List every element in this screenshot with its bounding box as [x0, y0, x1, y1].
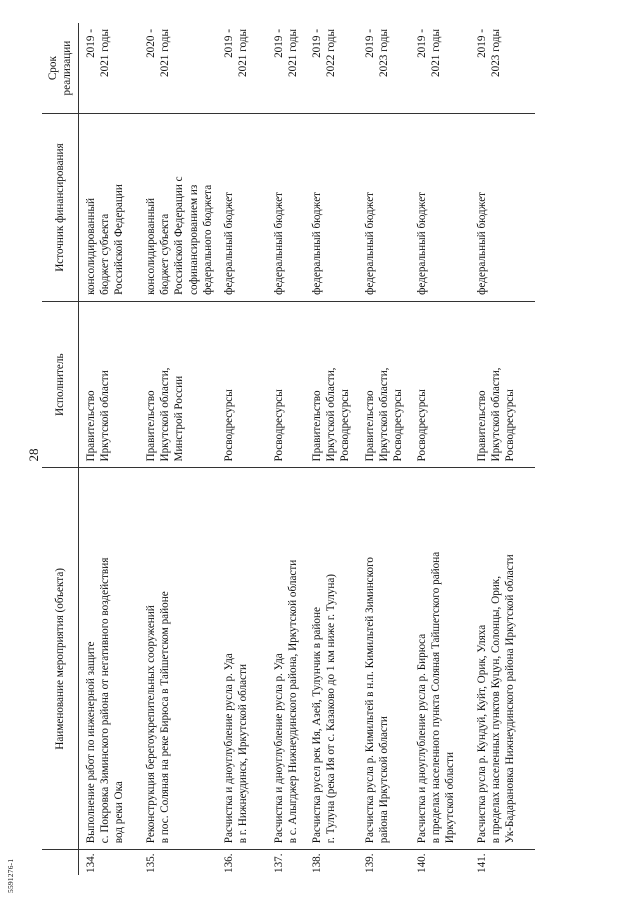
row-number: 136. [223, 853, 236, 873]
row-source-line: федеральный бюджет [476, 191, 489, 295]
header-number [42, 850, 79, 875]
row-name-line: г. Тулуна (река Ия от с. Казаково до 1 км ниже г. Тулуна) [325, 573, 338, 844]
row-number: 137. [273, 853, 286, 873]
header-source: Источник финансирования [42, 114, 79, 302]
row-executor-line: Иркутской области, [325, 367, 338, 462]
row-source [363, 114, 415, 302]
row-term-line: 2021 годы [99, 29, 112, 77]
row-source [79, 114, 143, 302]
document-code: 5591276-1 [6, 858, 15, 893]
header-term-line: Срок [47, 56, 59, 81]
table-row [310, 23, 363, 875]
row-source [415, 114, 475, 302]
row-name-line: Расчистка русла р. Кундуй, Куйт, Орик, Уляха [476, 624, 489, 844]
row-term [79, 23, 143, 114]
row-source-line: консолидированный [145, 198, 158, 295]
row-executor [222, 301, 272, 468]
row-executor-line: Иркутской области [99, 370, 112, 462]
table-row [475, 23, 535, 875]
row-term-line: 2021 годы [159, 29, 172, 77]
row-name-line: в пределах населенного пункта Соляная Тайшетского района [430, 551, 443, 844]
row-source [310, 114, 363, 302]
row-term-line: 2019 - [364, 29, 377, 58]
row-executor-line: Правительство [85, 390, 98, 462]
header-executor: Исполнитель [42, 301, 79, 468]
row-term [415, 23, 475, 114]
row-name-line: в с. Алыгджер Нижнеудинского района, Иркутской области [287, 559, 300, 844]
row-name-line: в пос. Соляная на реке Бирюса в Тайшетском районе [159, 591, 172, 844]
row-executor-line: Иркутской области, [378, 367, 391, 462]
row-executor-line: Росводресурсы [273, 389, 286, 462]
table-row [79, 23, 143, 875]
row-term-line: 2020 - [145, 29, 158, 58]
row-executor-line: Правительство [145, 390, 158, 462]
row-name-line: Ук-Бадарановка Нижнеудинского района Иркутской области [504, 554, 517, 844]
row-source-line: софинансированием из [187, 184, 200, 295]
row-term [363, 23, 415, 114]
row-executor [142, 301, 222, 468]
row-executor-line: Правительство [476, 390, 489, 462]
row-name-line: Расчистка русла р. Кимильтей в н.п. Кимильтей Зиминского [364, 556, 377, 844]
row-term-line: 2019 - [223, 29, 236, 58]
row-executor [79, 301, 143, 468]
row-term [475, 23, 535, 114]
row-source [142, 114, 222, 302]
row-executor-line: Минстрой России [173, 375, 186, 462]
table-row [222, 23, 272, 875]
row-number: 141. [476, 853, 489, 873]
row-term-line: 2019 - [85, 29, 98, 58]
row-name [272, 468, 310, 850]
row-term-line: 2022 годы [325, 29, 338, 77]
row-number: 140. [416, 853, 429, 873]
row-name [475, 468, 535, 850]
row-source [272, 114, 310, 302]
row-source-line: федеральный бюджет [311, 191, 324, 295]
row-name [222, 468, 272, 850]
row-source-line: Российской Федерации с [173, 176, 186, 295]
row-executor [415, 301, 475, 468]
row-term [310, 23, 363, 114]
header-name: Наименование мероприятия (объекта) [42, 468, 79, 850]
table-row [142, 23, 222, 875]
row-source-line: федеральный бюджет [416, 191, 429, 295]
row-name [310, 468, 363, 850]
row-source-line: Российской Федерации [113, 184, 126, 295]
row-name-line: Расчистка русел рек Ия, Азей, Тулунчик в районе [311, 607, 324, 844]
row-source-line: консолидированный [85, 198, 98, 295]
row-term-line: 2023 годы [378, 29, 391, 77]
row-source-line: федеральный бюджет [223, 191, 236, 295]
row-number: 139. [364, 853, 377, 873]
row-executor [310, 301, 363, 468]
row-source-line: бюджет субъекта [99, 213, 112, 295]
row-name-line: Расчистка и дноуглубление русла р. Уда [273, 653, 286, 844]
row-number: 135. [145, 853, 158, 873]
row-source-line: федерального бюджета [201, 184, 214, 295]
row-name-line: Расчистка и дноуглубление русла р. Уда [223, 653, 236, 844]
row-name-line: Реконструкция берегоукрепительных сооружений [145, 605, 158, 844]
row-name-line: Выполнение работ по инженерной защите [85, 641, 98, 844]
row-source [222, 114, 272, 302]
row-number: 134. [85, 853, 98, 873]
row-name [363, 468, 415, 850]
row-name [142, 468, 222, 850]
row-executor-line: Росводресурсы [392, 389, 405, 462]
row-term [222, 23, 272, 114]
row-executor [475, 301, 535, 468]
row-number: 138. [311, 853, 324, 873]
row-executor-line: Росводресурсы [504, 389, 517, 462]
header-term [42, 23, 79, 114]
row-term-line: 2019 - [416, 29, 429, 58]
row-term-line: 2019 - [311, 29, 324, 58]
row-source-line: федеральный бюджет [364, 191, 377, 295]
row-executor-line: Росводресурсы [223, 389, 236, 462]
row-term-line: 2021 годы [287, 29, 300, 77]
table-header-row [42, 23, 79, 875]
page-number: 28 [26, 448, 41, 462]
row-source [475, 114, 535, 302]
row-name-line: вод реки Ока [113, 781, 126, 844]
table-row [415, 23, 475, 875]
row-executor-line: Правительство [311, 390, 324, 462]
table-row [363, 23, 415, 875]
row-name-line: Расчистка и дноуглубление русла р. Бирюса [416, 633, 429, 844]
row-name [79, 468, 143, 850]
row-name [415, 468, 475, 850]
row-executor-line: Иркутской области, [490, 367, 503, 462]
header-term-line: реализации [61, 40, 74, 96]
row-executor-line: Правительство [364, 390, 377, 462]
row-name-line: в г. Нижнеудинск, Иркутской области [237, 664, 250, 844]
row-term-line: 2021 годы [430, 29, 443, 77]
row-term-line: 2021 годы [237, 29, 250, 77]
row-term [142, 23, 222, 114]
row-name-line: района Иркутской области [378, 716, 391, 844]
row-name-line: с. Покровка Зиминского района от негативного воздействия [99, 557, 112, 844]
row-executor-line: Росводресурсы [416, 389, 429, 462]
row-term-line: 2023 годы [490, 29, 503, 77]
row-term-line: 2019 - [476, 29, 489, 58]
row-term-line: 2019 - [273, 29, 286, 58]
row-term [272, 23, 310, 114]
row-source-line: федеральный бюджет [273, 191, 286, 295]
row-name-line: в пределах населенных пунктов Куцун, Солонцы, Орик, [490, 575, 503, 844]
row-executor [363, 301, 415, 468]
row-source-line: бюджет субъекта [159, 213, 172, 295]
measures-table [42, 23, 535, 875]
table-row [272, 23, 310, 875]
row-executor-line: Росводресурсы [339, 389, 352, 462]
row-executor [272, 301, 310, 468]
row-name-line: Иркутской области [444, 752, 457, 844]
row-executor-line: Иркутской области, [159, 367, 172, 462]
